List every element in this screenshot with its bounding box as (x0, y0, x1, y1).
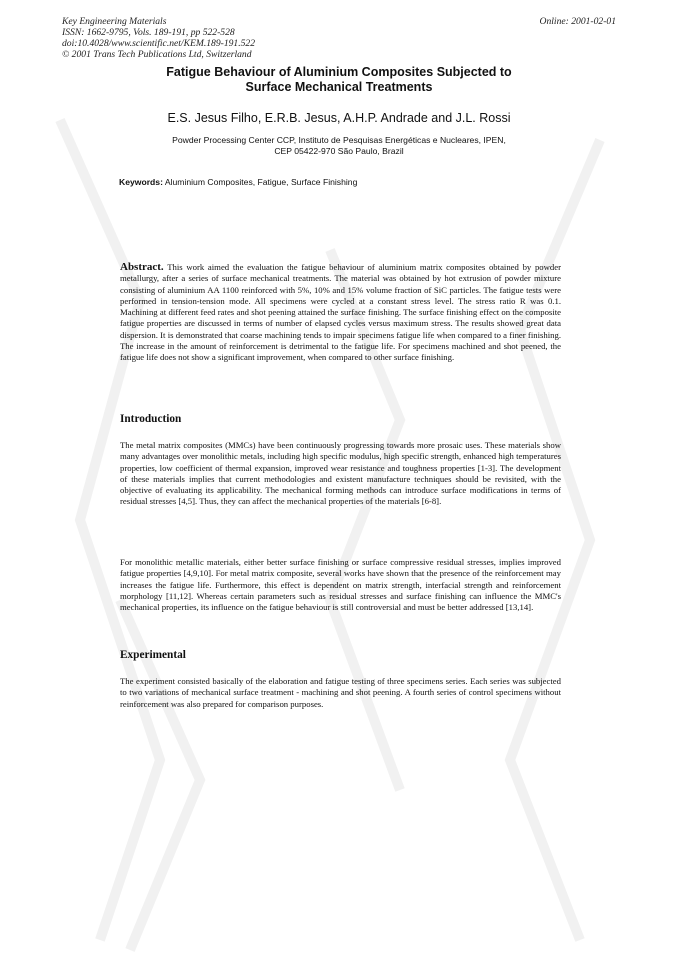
abstract-section (120, 262, 561, 364)
introduction-heading: Introduction (120, 413, 182, 425)
introduction-section (120, 440, 561, 508)
abstract-label: Abstract. (120, 261, 164, 273)
journal-name: Key Engineering Materials (62, 16, 167, 27)
keywords-text: Aluminium Composites, Fatigue, Surface Finishing (164, 177, 358, 187)
journal-info (62, 16, 392, 60)
experimental-heading: Experimental (120, 649, 186, 661)
issn-line: ISSN: 1662-9795, Vols. 189-191, pp 522-528 (62, 27, 235, 38)
introduction-section-2 (120, 557, 561, 613)
affiliation-line-2: CEP 05422-970 São Paulo, Brazil (274, 146, 404, 156)
copyright-line: © 2001 Trans Tech Publications Ltd, Switzerland (62, 49, 252, 60)
abstract-text: This work aimed the evaluation the fatigue behaviour of aluminium matrix composites obtained by powder metallurgy, after a series of surface mechanical treatments. The material was obtained by hot extrusion of powder mixture consisting of aluminium AA 1100 reinforced with 5%, 10% and 15% volume fraction of SiC particles. The fatigue tests were performed in tension-tension mode. All specimens were cycled at a constant stress level. The stress ratio R was 0.1. Machining at different feed rates and shot peening attained the surface finishing. The surface finishing effect on the composite fatigue properties are discussed in terms of number of elapsed cycles versus maximum stress. The results showed great data dispersion. It is demonstrated that coarse machining tends to impair specimens fatigue life when compared to a finer finishing. The increase in the amount of reinforcement is detrimental to the fatigue life. For specimens machined and shot peened, the fatigue life does not show a significant improvement, when compared to other surface finishing. (120, 262, 561, 363)
title-line-2: Surface Mechanical Treatments (245, 80, 433, 94)
keywords (119, 177, 357, 187)
doi-line: doi:10.4028/www.scientific.net/KEM.189-191.522 (62, 38, 256, 49)
paper-title (100, 65, 578, 95)
authors: E.S. Jesus Filho, E.R.B. Jesus, A.H.P. Andrade and J.L. Rossi (167, 111, 511, 125)
experimental-section (120, 676, 561, 710)
introduction-paragraph-2: For monolithic metallic materials, either better surface finishing or surface compressive residual stresses, implies improved fatigue properties [4,9,10]. For metal matrix composite, several works have shown that the presence of the reinforcement may increases the fatigue life. Furthermore, this effect is dependent on matrix strength, interfacial strength and reinforcement morphology [11,12]. Whereas certain parameters such as residual stresses and surface finishing can influence the MMC's mechanical properties, its influence on the fatigue behaviour is still controversial and must be better addressed [13,14]. (120, 557, 561, 613)
online-date: Online: 2001-02-01 (539, 16, 616, 27)
title-line-1: Fatigue Behaviour of Aluminium Composites Subjected to (166, 65, 512, 79)
introduction-paragraph-1: The metal matrix composites (MMCs) have been continuously progressing towards more prosaic uses. These materials show many advantages over monolithic metals, including high specific modulus, high specific strength, enhanced high temperatures properties, low coefficient of thermal expansion, improved wear resistance and toughness properties [1-3]. The development of these materials implies that current methodologies and existent manufacture techniques should be revisited, with the objective of evaluating its applicability. The mechanical forming methods can introduce surface modifications in terms of residual stresses [4,5]. Thus, they can affect the mechanical properties of the materials [6-8]. (120, 440, 561, 507)
affiliation (100, 135, 578, 157)
experimental-paragraph-1: The experiment consisted basically of the elaboration and fatigue testing of three specimens series. Each series was subjected to two variations of mechanical surface treatment - machining and shot peening. A fourth series of control specimens without reinforcement was also prepared for comparison purposes. (120, 676, 561, 709)
affiliation-line-1: Powder Processing Center CCP, Instituto de Pesquisas Energéticas e Nucleares, IPEN, (172, 135, 506, 145)
keywords-label: Keywords: (119, 177, 163, 187)
abstract-paragraph (120, 262, 561, 364)
